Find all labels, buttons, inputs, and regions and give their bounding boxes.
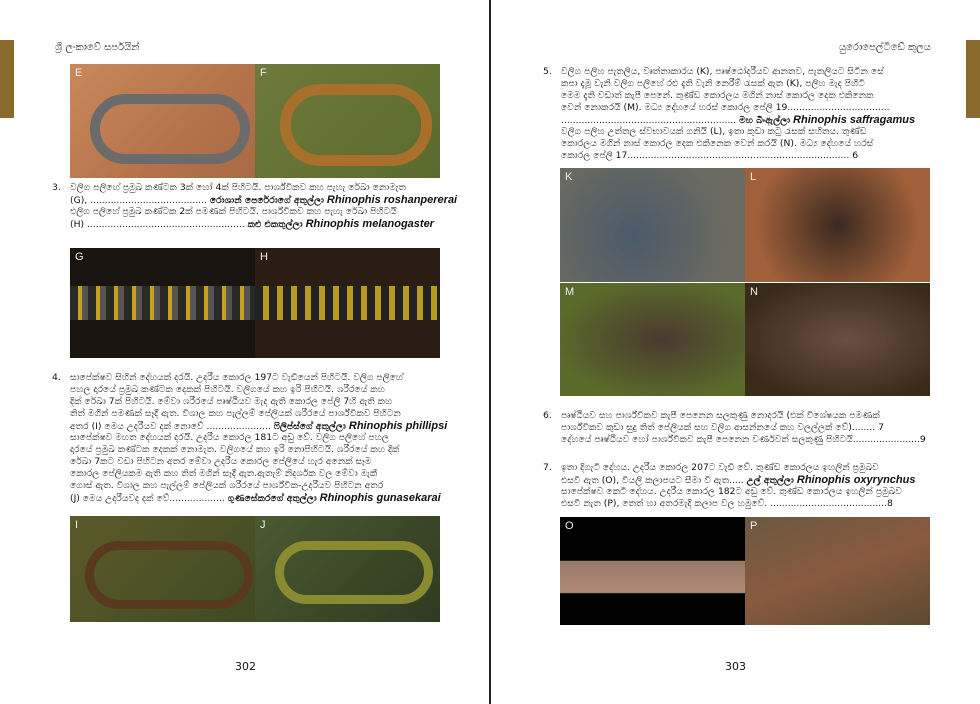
key-item-4: 4. සාපේක්ෂව සිහින් දේහයක් දරයි. උදරීය කොරල 197ට වැඩියෙන් පිහිටයි. වලිග පලිහේ පහල දාරයේ ප්‍රමුඛ කණ්ටක දෙකක් පිහිටයි. වලිගයේ කහ ඉරි පිහිටයි. ශරීරයේ කහ දික් රේඛා 7ක් පිහිටයි. මේවා ශරීරයේ පෘෂ්ඨීයව මැද ඇති කොරල පේලි 7හි ඇති කහ තිත් මගින් පමණක් සෑදී ඇත. විශාල කහ පැල්ලම් පේලියක් ශරීරයේ පාර්ශ්විකව පිහිටන අතර (I) මෙය උදරීයව දක් නොවේ ...................... ෆිලිප්ස්ගේ අතුල්ලා Rhinophis phillipsi සාපේක්ෂව මහත දේහයක් දරයි. උදරීය කොරල 181ට අඩු වේ. වලිග පලිහේ පහල දාරයේ ප්‍රමුඛ කණ්ටක දෙකක් නොමැත. වලිගයේ කහ ඉරි නොපිහිටයි. ශරීරයේ කහ දික් රේඛා 7කට වඩා පිහිටන අතර මේවා උදරීය කොරල පේලියේ හැර අනෙක් සෑම කොරල පේලියකම ඇති කහ තිත් මගින් සෑදී ඇත.ඇතැම් නිදර්ශක වල මේවා මැකී ගොස් ඇත. විශාල කහ පැල්ලම් පේලියක් ශරීරයේ පාර්ශ්වික-උදරීයව පිහිටන අතර (J) මෙය උදරීයවද දක් වේ................... ගුණසේකරගේ අතුල්ලා Rhinophis gunasekarai — [52, 372, 448, 504]
photo-n: N — [745, 283, 930, 396]
snake-figure — [85, 541, 253, 609]
chapter-tab — [966, 40, 980, 118]
running-header: යුරොපෙල්ටිඩේ කුලය — [838, 42, 931, 53]
running-header: ශ්‍රී ලංකාවේ සර්පයින් — [55, 42, 140, 53]
photo-p: P — [745, 517, 930, 625]
photo-i: I — [70, 516, 255, 622]
page-number: 302 — [235, 660, 256, 673]
snake-body — [255, 286, 440, 320]
key-item-6: 6. පෘෂ්ඨීයව සහ පාර්ශ්විකව කැපී පෙනෙන සලකුණු නොදරයි (එක් විශේෂයක පමණක් පාර්ශ්විකව කුඩා සුදු තිත් පේලියක් සහ වලිග ආසන්නයේ කහ වලල්ලක් වේ)........ 7 දේහයේ පෘෂ්ඨීයව හෝ පාර්ශ්විකව කැපී පෙනෙන වර්ණවත් සලකුණු පිහිටයි.......................9 — [543, 410, 926, 445]
photo-e: E — [70, 64, 255, 178]
photo-g: G — [70, 248, 255, 358]
photo-f: F — [255, 64, 440, 178]
photo-g-h — [70, 248, 440, 358]
snake-figure — [275, 541, 433, 604]
photo-l: L — [745, 168, 930, 282]
snake-figure — [90, 94, 250, 164]
photo-k: K — [560, 168, 745, 282]
photo-m-n — [560, 283, 930, 396]
right-page — [491, 0, 980, 704]
photo-k-l — [560, 168, 930, 282]
photo-j: J — [255, 516, 440, 622]
key-item-7: 7. ඉතා දිගැටි දේහය. උදරීය කොරල 207ට වැඩි වේ. තුණ්ඩ කොරලය ඉහලින් ප්‍රමුඛව එසවී ඇත (O), වියලි කලාපයට සීමා වී ඇත..... උල් අතුල්ලා Rhinophis oxyrynchus සාපේක්ෂව කෙටි දේහය. උදරීය කොරල 182ට අඩු වේ. තුණ්ඩ කොරලය ඉහලින් ප්‍රමුඛව එසවී නැත (P), තෙත් හා අතරමැදි කලාප වල හමුවේ. ........................................8 — [543, 462, 916, 509]
page-number: 303 — [725, 660, 746, 673]
key-item-5: 5. වලිග පලිහ පැතලිය, වෘත්තාකාරය (K), පෘෂ්ඨෝදරීයව ආනතව, පැතලියට සිටින සේ කපා දැමූ වැනි වලිග පලිහේ රළු දැති වැනි නෙරීම් රැසක් ඇත (K), පලිහ මැද පිහිටි මෙම දැති වඩාත් කැපී පෙනේ. තුණ්ඩ කොරලය මගින් නාස් කොරල දෙක එකිනෙක වෙන් නොකරයි (M). මධ්‍ය දේහයේ හරස් කොරල පේලි 19................................... ............................................................ මහ බිංඇල්ලා Rhinophis saffragamus වලිග පලිහ උත්තල ස්වභාවයක් ගනියි (L), ඉතා කුඩා කටු රැසක් සහිතය. තුණ්ඩ කොරලය මගින් නාස් කොරල දෙක එකිනෙක වෙන් කරයි (N). මධ්‍ය දේහයේ හරස් කොරල පේලි 17............................................................................ 6 — [543, 66, 916, 161]
snake-figure — [280, 84, 432, 166]
photo-o: O — [560, 517, 745, 625]
photo-m: M — [560, 283, 745, 396]
chapter-tab — [0, 40, 14, 118]
photo-h: H — [255, 248, 440, 358]
photo-i-j — [70, 516, 440, 622]
snake-body — [70, 286, 255, 320]
photo-e-f — [70, 64, 440, 178]
key-item-3: 3. වලිග පලිහේ ප්‍රමුඛ කණ්ටක 3ක් හෝ 4ක් පිහිටයි. පාර්ශ්විකව කහ පැහැ රේඛා නොමැත (G), ........................................ රොශාන් පෙරේරාගේ අතුල්ලා Rhinophis roshanpererai එලිග පලිහේ ප්‍රමුඛ කණ්ටක 2ක් පමණක් පිහිටයි. පාර්ශ්විකව කහ පැහැ රේඛා පිහිටයි (H) ...................................................... කළු එකතුල්ලා Rhinophis melanogaster — [52, 182, 458, 230]
photo-o-p — [560, 517, 930, 625]
